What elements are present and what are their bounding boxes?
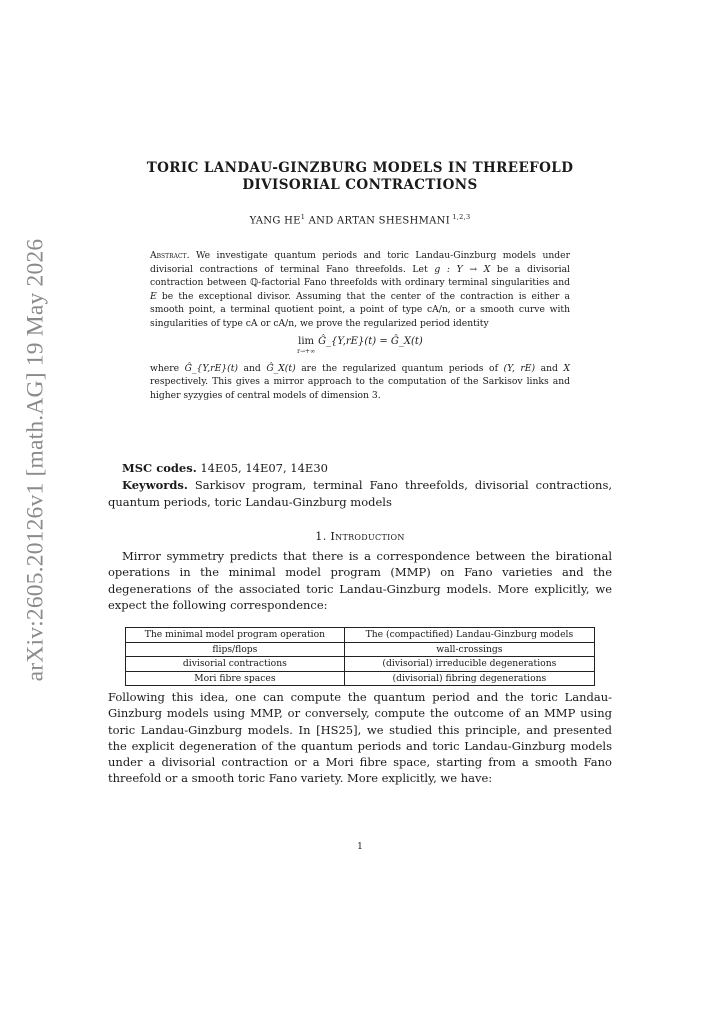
author-2: ARTAN SHESHMANI <box>337 215 450 227</box>
intro-paragraph-1: Mirror symmetry predicts that there is a correspondence between the birational operations in the minimal model program (MMP) on Fano varieties and the degenerations of the associated toric Landau-Ginzburg models. More explicitly, we expect the following correspondence: <box>108 549 612 612</box>
math-exceptional-divisor: E <box>150 290 157 302</box>
table-header-row <box>126 628 595 643</box>
abstract-text-4b: and <box>237 362 267 374</box>
paper-title <box>100 160 620 194</box>
abstract-label: Abstract. <box>150 250 190 261</box>
abstract-paragraph-2 <box>150 362 570 403</box>
page-number: 1 <box>357 842 363 852</box>
table-row <box>126 657 595 672</box>
msc-codes <box>108 460 612 477</box>
author-line <box>100 213 620 226</box>
msc-values: 14E05, 14E07, 14E30 <box>196 461 328 475</box>
abstract-text-4c: are the regularized quantum periods of <box>295 362 504 374</box>
table-cell: (divisorial) fibring degenerations <box>344 671 594 686</box>
table-cell: wall-crossings <box>344 642 594 657</box>
period-identity-equation <box>150 336 570 355</box>
abstract-text-1: We investigate quantum periods and toric Landau-Ginzburg models under divisorial contractions of terminal Fano threefolds. Let <box>150 250 570 275</box>
correspondence-table <box>125 627 595 686</box>
table-header-cell: The minimal model program operation <box>126 628 345 643</box>
table-cell: (divisorial) irreducible degenerations <box>344 657 594 672</box>
math-pair: (Y, rE) <box>503 362 536 374</box>
table-header-cell: The (compactified) Landau-Ginzburg models <box>344 628 594 643</box>
math-period-y: Ĝ_{Y,rE}(t) <box>184 362 238 374</box>
section-heading-introduction: 1. Introduction <box>315 530 405 543</box>
math-period-x: Ĝ_X(t) <box>266 362 296 374</box>
arxiv-sidebar-stamp <box>16 238 56 682</box>
math-contraction-map: g : Y → X <box>434 263 491 275</box>
abstract-paragraph-1 <box>150 249 570 331</box>
limit-word: lim <box>298 335 315 347</box>
title-line-2: DIVISORIAL CONTRACTIONS <box>242 177 478 193</box>
following-paragraph-block <box>108 689 612 787</box>
table-row <box>126 671 595 686</box>
table-cell: flips/flops <box>126 642 345 657</box>
introduction-body <box>108 548 612 613</box>
title-line-1: TORIC LANDAU-GINZBURG MODELS IN THREEFOLD <box>146 160 574 176</box>
msc-label: MSC codes. <box>122 461 197 475</box>
following-paragraph: Following this idea, one can compute the quantum period and the toric Landau-Ginzburg models using MMP, or conversely, compute the outcome of an MMP using toric Landau-Ginzburg models. In [HS25], we studied this principle, and presented the explicit degeneration of the quantum periods and toric Landau-Ginzburg models under a divisorial contraction or a Mori fibre space, starting from a smooth Fano threefold or a smooth toric Fano variety. More explicitly, we have: <box>108 690 612 786</box>
table-cell: Mori fibre spaces <box>126 671 345 686</box>
abstract-text-4a: where <box>150 362 185 374</box>
author-1-affiliation: 1 <box>300 213 306 221</box>
limit-operator <box>297 336 315 355</box>
abstract-text-4e: respectively. This gives a mirror approach to the computation of the Sarkisov links and higher syzygies of central models of dimension 3. <box>150 376 570 401</box>
abstract-text-2: be a divisorial contraction between ℚ-factorial Fano threefolds with ordinary terminal singularities and <box>150 263 571 289</box>
abstract-text-3: be the exceptional divisor. Assuming that the center of the contraction is either a smooth point, a terminal quotient point, a point of type cA/n, or a smooth curve with singularities of type cA or cA/n, we prove the regularized period identity <box>150 290 570 329</box>
keywords-label: Keywords. <box>122 478 188 492</box>
keywords-values: Sarkisov program, terminal Fano threefolds, divisorial contractions, quantum periods, toric Landau-Ginzburg models <box>108 478 612 509</box>
classification-block <box>108 460 612 511</box>
arxiv-identifier: arXiv:2605.20126v1 [math.AG] 19 May 2026 <box>22 238 49 682</box>
limit-subscript: r→+∞ <box>297 347 316 355</box>
author-conjunction: AND <box>305 215 338 227</box>
keywords <box>108 477 612 511</box>
table-row <box>126 642 595 657</box>
author-2-affiliation: 1,2,3 <box>449 213 471 221</box>
table-cell: divisorial contractions <box>126 657 345 672</box>
author-1: YANG HE <box>249 215 301 227</box>
abstract-text-4d: and <box>535 362 564 374</box>
math-x: X <box>563 362 570 374</box>
identity-expression: Ĝ_{Y,rE}(t) = Ĝ_X(t) <box>318 335 423 347</box>
abstract <box>150 249 570 402</box>
